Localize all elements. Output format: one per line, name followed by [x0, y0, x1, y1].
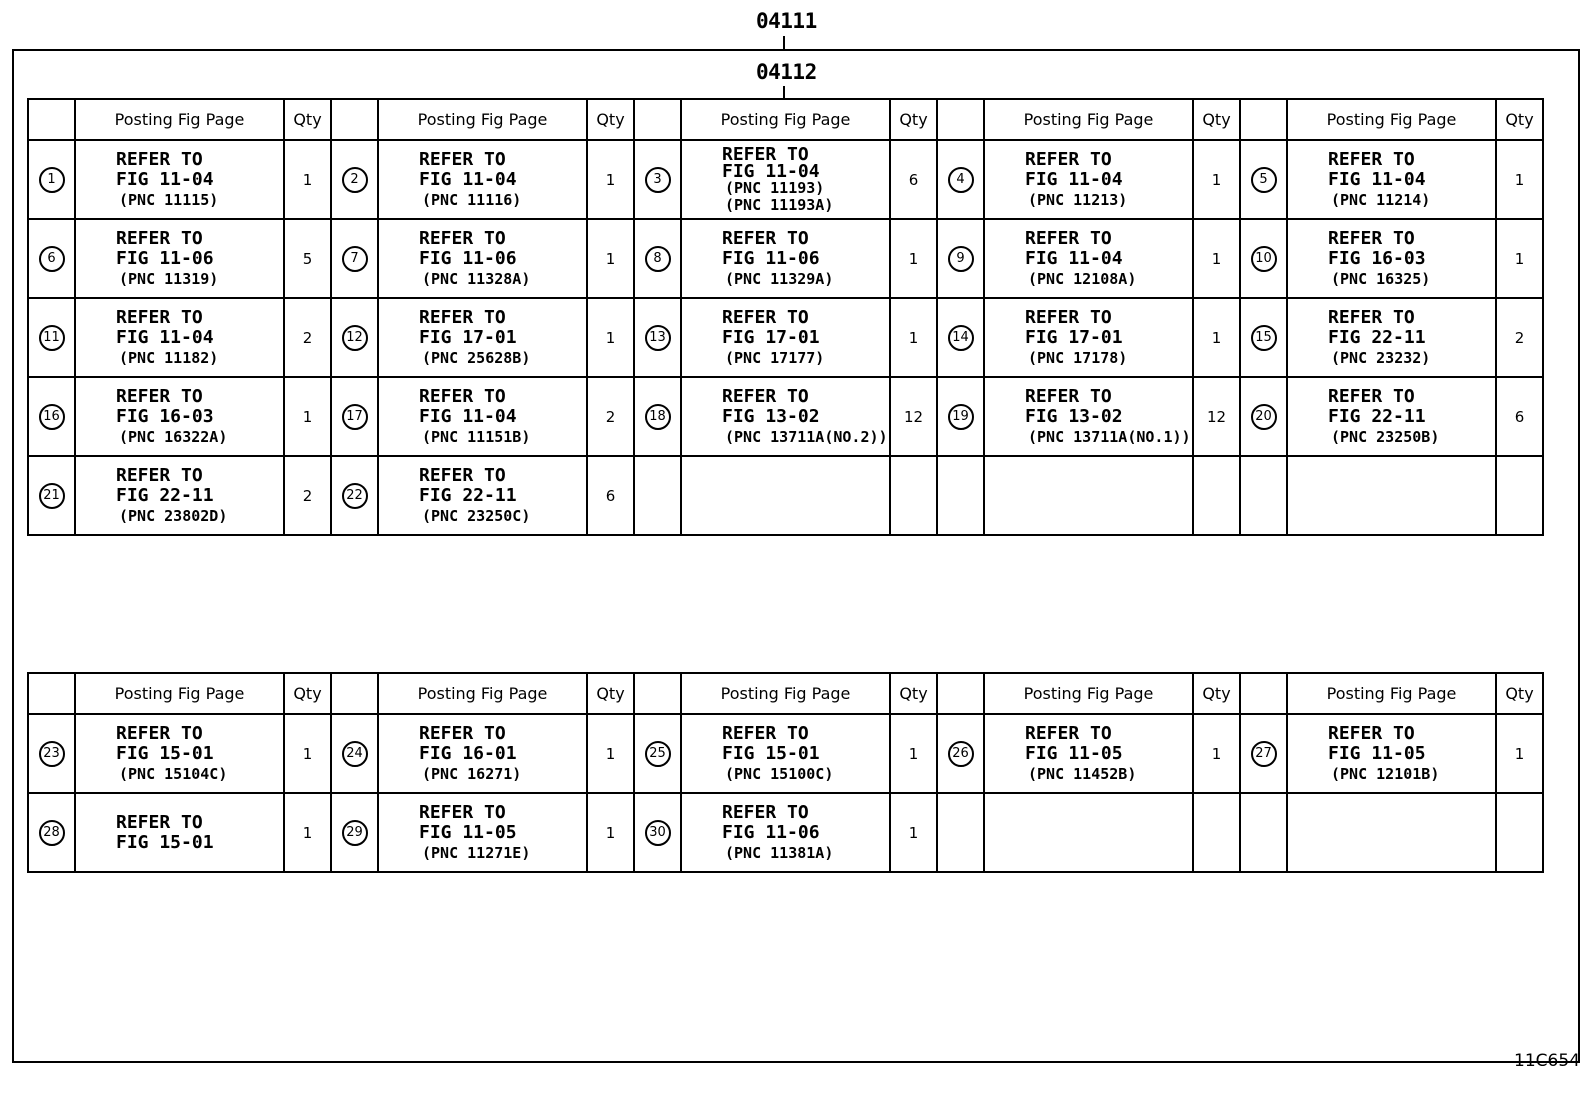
- item-number-badge: 10: [1251, 246, 1277, 272]
- posting-fig-cell: [75, 140, 284, 219]
- item-number-badge: 26: [948, 741, 974, 767]
- item-number-badge: 7: [342, 246, 368, 272]
- header-blank-cell: [331, 99, 378, 140]
- item-number-cell: [1240, 793, 1287, 872]
- refer-to-text: REFER TO: [1328, 148, 1415, 170]
- refer-to-text: REFER TO: [419, 722, 506, 744]
- qty-cell: 1: [1496, 714, 1543, 793]
- fig-reference: FIG 15-01: [722, 742, 820, 764]
- qty-cell: 1: [1496, 140, 1543, 219]
- item-number-badge: 19: [948, 404, 974, 430]
- posting-fig-cell: [1287, 298, 1496, 377]
- fig-reference: FIG 16-03: [116, 405, 214, 427]
- item-number-badge: 13: [645, 325, 671, 351]
- header-blank-cell: [937, 99, 984, 140]
- item-number-badge: 18: [645, 404, 671, 430]
- item-number-badge: 17: [342, 404, 368, 430]
- header-posting-fig-page: Posting Fig Page: [984, 99, 1193, 140]
- item-number-badge: 9: [948, 246, 974, 272]
- refer-to-text: REFER TO: [1328, 227, 1415, 249]
- pnc-number: (PNC 11271E): [422, 843, 531, 862]
- item-number-badge: 4: [948, 167, 974, 193]
- item-number-badge: 22: [342, 483, 368, 509]
- posting-fig-cell: [681, 377, 890, 456]
- posting-fig-cell: [984, 219, 1193, 298]
- qty-cell: 2: [587, 377, 634, 456]
- pnc-number: (PNC 23250C): [422, 506, 531, 525]
- posting-fig-cell: [378, 377, 587, 456]
- qty-cell: 2: [1496, 298, 1543, 377]
- posting-fig-cell: [984, 456, 1193, 535]
- qty-cell: 1: [284, 140, 331, 219]
- item-number-badge: 16: [39, 404, 65, 430]
- refer-to-text: REFER TO: [116, 464, 203, 486]
- fig-reference: FIG 11-04: [116, 326, 214, 348]
- pnc-number: (PNC 25628B): [422, 348, 531, 367]
- item-number-badge: 15: [1251, 325, 1277, 351]
- item-number-cell: [634, 377, 681, 456]
- pnc-number: (PNC 11328A): [422, 269, 531, 288]
- fig-reference: FIG 13-02: [1025, 405, 1123, 427]
- posting-fig-cell: [378, 140, 587, 219]
- pnc-number: (PNC 23250B): [1331, 427, 1440, 446]
- qty-cell: 1: [1496, 219, 1543, 298]
- posting-fig-cell: [378, 456, 587, 535]
- header-blank-cell: [1240, 673, 1287, 714]
- qty-cell: [1496, 456, 1543, 535]
- item-number-cell: [937, 793, 984, 872]
- refer-to-text: REFER TO: [419, 801, 506, 823]
- fig-reference: FIG 22-11: [1328, 326, 1426, 348]
- refer-to-text: REFER TO: [1025, 227, 1112, 249]
- item-number-badge: 29: [342, 820, 368, 846]
- refer-to-text: REFER TO: [116, 811, 203, 833]
- posting-fig-cell: [681, 456, 890, 535]
- qty-cell: 1: [890, 298, 937, 377]
- pnc-number: (PNC 11193): [725, 178, 825, 197]
- posting-fig-cell: [681, 714, 890, 793]
- fig-reference: FIG 15-01: [116, 742, 214, 764]
- item-number-badge: 25: [645, 741, 671, 767]
- header-qty: Qty: [587, 673, 634, 714]
- fig-reference: FIG 11-06: [116, 247, 214, 269]
- header-qty: Qty: [1496, 673, 1543, 714]
- header-posting-fig-page: Posting Fig Page: [378, 99, 587, 140]
- posting-fig-cell: [1287, 456, 1496, 535]
- item-number-cell: [937, 456, 984, 535]
- qty-cell: 1: [284, 377, 331, 456]
- pnc-number: (PNC 11182): [119, 348, 219, 367]
- item-number-badge: 23: [39, 741, 65, 767]
- posting-fig-cell: [75, 456, 284, 535]
- qty-cell: 1: [890, 714, 937, 793]
- pnc-number: (PNC 11319): [119, 269, 219, 288]
- fig-reference: FIG 17-01: [419, 326, 517, 348]
- item-number-badge: 24: [342, 741, 368, 767]
- refer-to-text: REFER TO: [116, 722, 203, 744]
- pnc-number: (PNC 16322A): [119, 427, 228, 446]
- fig-reference: FIG 22-11: [419, 484, 517, 506]
- header-posting-fig-page: Posting Fig Page: [681, 99, 890, 140]
- item-number-cell: [937, 298, 984, 377]
- qty-cell: 1: [587, 140, 634, 219]
- sub-assembly-code: 04112: [756, 60, 817, 84]
- main-leader-line: [783, 36, 785, 49]
- pnc-number: (PNC 11116): [422, 190, 522, 209]
- header-blank-cell: [634, 99, 681, 140]
- header-blank-cell: [28, 99, 75, 140]
- qty-cell: 1: [587, 219, 634, 298]
- posting-fig-cell: [75, 377, 284, 456]
- fig-reference: FIG 11-04: [722, 160, 820, 182]
- item-number-cell: [28, 140, 75, 219]
- fig-reference: FIG 11-04: [419, 168, 517, 190]
- pnc-number: (PNC 11329A): [725, 269, 834, 288]
- posting-fig-cell: [681, 298, 890, 377]
- item-number-badge: 12: [342, 325, 368, 351]
- item-number-cell: [1240, 219, 1287, 298]
- refer-to-text: REFER TO: [419, 227, 506, 249]
- item-number-cell: [331, 140, 378, 219]
- fig-reference: FIG 11-04: [116, 168, 214, 190]
- posting-fig-cell: [1287, 714, 1496, 793]
- refer-to-text: REFER TO: [116, 148, 203, 170]
- item-number-badge: 5: [1251, 167, 1277, 193]
- item-number-cell: [634, 140, 681, 219]
- table-row: [28, 298, 1543, 377]
- fig-reference: FIG 11-04: [1328, 168, 1426, 190]
- header-posting-fig-page: Posting Fig Page: [984, 673, 1193, 714]
- fig-reference: FIG 15-01: [116, 831, 214, 853]
- pnc-number: (PNC 16325): [1331, 269, 1431, 288]
- refer-to-text: REFER TO: [1025, 148, 1112, 170]
- refer-to-text: REFER TO: [1328, 306, 1415, 328]
- posting-fig-cell: [984, 377, 1193, 456]
- qty-cell: 12: [890, 377, 937, 456]
- fig-reference: FIG 22-11: [116, 484, 214, 506]
- pnc-number: (PNC 11193A): [725, 195, 834, 214]
- fig-reference: FIG 11-06: [722, 247, 820, 269]
- header-blank-cell: [634, 673, 681, 714]
- posting-fig-cell: [984, 793, 1193, 872]
- fig-reference: FIG 11-05: [419, 821, 517, 843]
- refer-to-text: REFER TO: [116, 227, 203, 249]
- pnc-number: (PNC 13711A(NO.1)): [1028, 427, 1191, 446]
- pnc-number: (PNC 23232): [1331, 348, 1431, 367]
- qty-cell: [890, 456, 937, 535]
- item-number-badge: 8: [645, 246, 671, 272]
- item-number-cell: [331, 377, 378, 456]
- refer-to-text: REFER TO: [1025, 385, 1112, 407]
- fig-reference: FIG 17-01: [722, 326, 820, 348]
- table-header-row: [28, 673, 1543, 714]
- qty-cell: 1: [1193, 714, 1240, 793]
- refer-to-text: REFER TO: [722, 801, 809, 823]
- qty-cell: 1: [284, 793, 331, 872]
- item-number-badge: 11: [39, 325, 65, 351]
- refer-to-text: REFER TO: [419, 385, 506, 407]
- qty-cell: 6: [587, 456, 634, 535]
- parts-table-upper: [27, 98, 1544, 536]
- fig-reference: FIG 11-04: [1025, 168, 1123, 190]
- pnc-number: (PNC 11213): [1028, 190, 1128, 209]
- posting-fig-cell: [378, 298, 587, 377]
- fig-reference: FIG 11-04: [1025, 247, 1123, 269]
- posting-fig-cell: [984, 140, 1193, 219]
- header-qty: Qty: [284, 673, 331, 714]
- item-number-badge: 27: [1251, 741, 1277, 767]
- header-posting-fig-page: Posting Fig Page: [378, 673, 587, 714]
- fig-reference: FIG 11-05: [1025, 742, 1123, 764]
- refer-to-text: REFER TO: [722, 722, 809, 744]
- item-number-cell: [331, 793, 378, 872]
- posting-fig-cell: [984, 714, 1193, 793]
- table-row: [28, 140, 1543, 219]
- item-number-cell: [28, 377, 75, 456]
- fig-reference: FIG 16-01: [419, 742, 517, 764]
- header-posting-fig-page: Posting Fig Page: [75, 673, 284, 714]
- fig-reference: FIG 11-04: [419, 405, 517, 427]
- item-number-cell: [634, 298, 681, 377]
- item-number-cell: [937, 219, 984, 298]
- qty-cell: 1: [587, 793, 634, 872]
- header-posting-fig-page: Posting Fig Page: [75, 99, 284, 140]
- posting-fig-cell: [1287, 140, 1496, 219]
- item-number-cell: [937, 140, 984, 219]
- table-row: [28, 793, 1543, 872]
- item-number-cell: [331, 298, 378, 377]
- item-number-cell: [634, 793, 681, 872]
- header-blank-cell: [331, 673, 378, 714]
- posting-fig-cell: [1287, 793, 1496, 872]
- item-number-cell: [28, 456, 75, 535]
- posting-fig-cell: [1287, 377, 1496, 456]
- item-number-badge: 1: [39, 167, 65, 193]
- pnc-number: (PNC 11115): [119, 190, 219, 209]
- refer-to-text: REFER TO: [722, 306, 809, 328]
- item-number-cell: [634, 219, 681, 298]
- header-qty: Qty: [284, 99, 331, 140]
- qty-cell: 1: [587, 298, 634, 377]
- header-posting-fig-page: Posting Fig Page: [681, 673, 890, 714]
- refer-to-text: REFER TO: [116, 306, 203, 328]
- item-number-cell: [1240, 377, 1287, 456]
- posting-fig-cell: [75, 793, 284, 872]
- pnc-number: (PNC 17178): [1028, 348, 1128, 367]
- qty-cell: 2: [284, 456, 331, 535]
- qty-cell: 1: [587, 714, 634, 793]
- fig-reference: FIG 13-02: [722, 405, 820, 427]
- pnc-number: (PNC 15104C): [119, 764, 228, 783]
- item-number-badge: 21: [39, 483, 65, 509]
- header-qty: Qty: [1193, 673, 1240, 714]
- refer-to-text: REFER TO: [1025, 306, 1112, 328]
- pnc-number: (PNC 11381A): [725, 843, 834, 862]
- refer-to-text: REFER TO: [722, 227, 809, 249]
- posting-fig-cell: [378, 219, 587, 298]
- pnc-number: (PNC 12101B): [1331, 764, 1440, 783]
- posting-fig-cell: [681, 140, 890, 219]
- posting-fig-cell: [681, 219, 890, 298]
- item-number-badge: 28: [39, 820, 65, 846]
- qty-cell: [1193, 793, 1240, 872]
- table-row: [28, 377, 1543, 456]
- qty-cell: 5: [284, 219, 331, 298]
- item-number-cell: [937, 377, 984, 456]
- pnc-number: (PNC 23802D): [119, 506, 228, 525]
- refer-to-text: REFER TO: [116, 385, 203, 407]
- posting-fig-cell: [681, 793, 890, 872]
- qty-cell: [1193, 456, 1240, 535]
- fig-reference: FIG 17-01: [1025, 326, 1123, 348]
- posting-fig-cell: [378, 793, 587, 872]
- pnc-number: (PNC 11151B): [422, 427, 531, 446]
- pnc-number: (PNC 17177): [725, 348, 825, 367]
- refer-to-text: REFER TO: [419, 306, 506, 328]
- header-qty: Qty: [890, 99, 937, 140]
- posting-fig-cell: [75, 219, 284, 298]
- item-number-cell: [28, 298, 75, 377]
- qty-cell: 2: [284, 298, 331, 377]
- header-qty: Qty: [890, 673, 937, 714]
- header-blank-cell: [937, 673, 984, 714]
- qty-cell: 1: [284, 714, 331, 793]
- item-number-cell: [1240, 456, 1287, 535]
- qty-cell: 6: [1496, 377, 1543, 456]
- item-number-badge: 6: [39, 246, 65, 272]
- main-assembly-code: 04111: [756, 9, 817, 33]
- fig-reference: FIG 11-06: [722, 821, 820, 843]
- fig-reference: FIG 11-05: [1328, 742, 1426, 764]
- posting-fig-cell: [75, 714, 284, 793]
- header-qty: Qty: [1496, 99, 1543, 140]
- header-blank-cell: [1240, 99, 1287, 140]
- qty-cell: 1: [1193, 219, 1240, 298]
- item-number-badge: 30: [645, 820, 671, 846]
- header-qty: Qty: [587, 99, 634, 140]
- refer-to-text: REFER TO: [722, 143, 809, 165]
- item-number-cell: [331, 456, 378, 535]
- item-number-cell: [28, 714, 75, 793]
- pnc-number: (PNC 12108A): [1028, 269, 1137, 288]
- item-number-cell: [634, 456, 681, 535]
- posting-fig-cell: [75, 298, 284, 377]
- item-number-badge: 14: [948, 325, 974, 351]
- header-blank-cell: [28, 673, 75, 714]
- posting-fig-cell: [984, 298, 1193, 377]
- posting-fig-cell: [1287, 219, 1496, 298]
- qty-cell: [1496, 793, 1543, 872]
- refer-to-text: REFER TO: [1328, 722, 1415, 744]
- item-number-cell: [331, 219, 378, 298]
- pnc-number: (PNC 13711A(NO.2)): [725, 427, 888, 446]
- table-header-row: [28, 99, 1543, 140]
- qty-cell: 1: [1193, 298, 1240, 377]
- posting-fig-cell: [378, 714, 587, 793]
- qty-cell: 6: [890, 140, 937, 219]
- table-row: [28, 456, 1543, 535]
- refer-to-text: REFER TO: [419, 148, 506, 170]
- item-number-cell: [937, 714, 984, 793]
- refer-to-text: REFER TO: [1025, 722, 1112, 744]
- item-number-cell: [1240, 298, 1287, 377]
- item-number-badge: 20: [1251, 404, 1277, 430]
- item-number-cell: [28, 793, 75, 872]
- qty-cell: 12: [1193, 377, 1240, 456]
- qty-cell: 1: [890, 219, 937, 298]
- table-row: [28, 219, 1543, 298]
- pnc-number: (PNC 11452B): [1028, 764, 1137, 783]
- item-number-cell: [331, 714, 378, 793]
- item-number-cell: [1240, 140, 1287, 219]
- item-number-cell: [634, 714, 681, 793]
- fig-reference: FIG 11-06: [419, 247, 517, 269]
- header-qty: Qty: [1193, 99, 1240, 140]
- item-number-badge: 2: [342, 167, 368, 193]
- header-posting-fig-page: Posting Fig Page: [1287, 99, 1496, 140]
- parts-table-lower: [27, 672, 1544, 873]
- fig-reference: FIG 16-03: [1328, 247, 1426, 269]
- qty-cell: 1: [890, 793, 937, 872]
- refer-to-text: REFER TO: [722, 385, 809, 407]
- pnc-number: (PNC 15100C): [725, 764, 834, 783]
- item-number-cell: [28, 219, 75, 298]
- qty-cell: 1: [1193, 140, 1240, 219]
- fig-reference: FIG 22-11: [1328, 405, 1426, 427]
- pnc-number: (PNC 11214): [1331, 190, 1431, 209]
- header-posting-fig-page: Posting Fig Page: [1287, 673, 1496, 714]
- refer-to-text: REFER TO: [1328, 385, 1415, 407]
- pnc-number: (PNC 16271): [422, 764, 522, 783]
- figure-code: 11C654: [1514, 1051, 1580, 1071]
- refer-to-text: REFER TO: [419, 464, 506, 486]
- item-number-badge: 3: [645, 167, 671, 193]
- item-number-cell: [1240, 714, 1287, 793]
- table-row: [28, 714, 1543, 793]
